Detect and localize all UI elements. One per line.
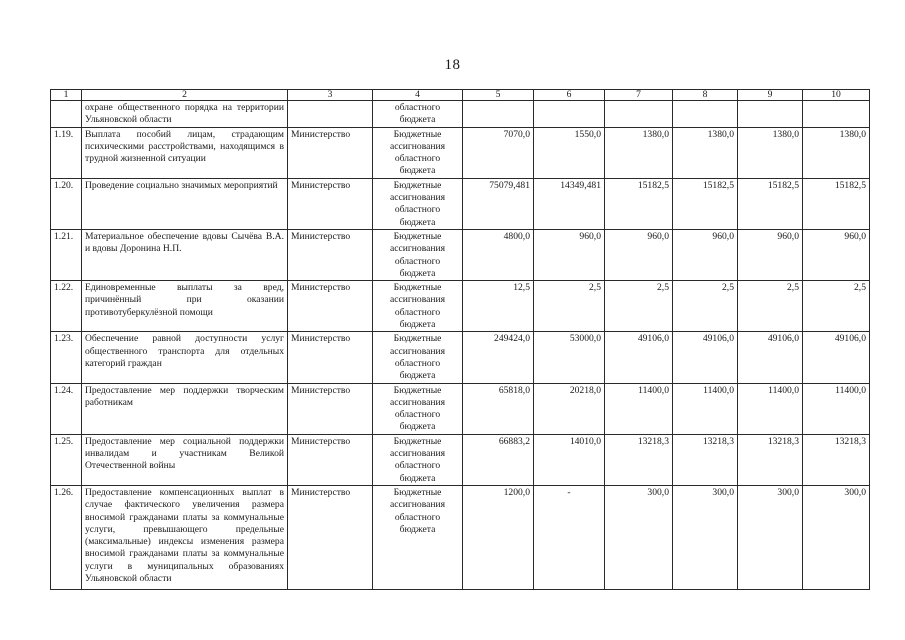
amount-cell: 1380,0 [673,127,738,178]
amount-cell: 2,5 [803,281,870,332]
amount-cell: 53000,0 [534,332,605,383]
amount-cell: 15182,5 [673,178,738,229]
executor-cell: Министерство [288,281,373,332]
executor-cell: Министерство [288,127,373,178]
measure-description: Выплата пособий лицам, страдающим психическими расстройствами, находящимся в трудной жизненной ситуации [82,127,288,178]
amount-cell: 15182,5 [738,178,803,229]
row-number: 1.20. [51,178,82,229]
column-number: 5 [463,90,534,101]
amount-cell: 13218,3 [673,434,738,485]
funding-source-cell: Бюджетные ассигнования областного бюджета [373,332,463,383]
column-number-row [51,90,870,101]
amount-cell: 249424,0 [463,332,534,383]
row-number: 1.22. [51,281,82,332]
amount-cell: 66883,2 [463,434,534,485]
table-row [51,101,870,128]
amount-cell: 14010,0 [534,434,605,485]
table-row [51,178,870,229]
table-row [51,229,870,280]
amount-cell: 300,0 [738,485,803,589]
column-number: 2 [82,90,288,101]
amount-cell: 13218,3 [803,434,870,485]
funding-source-cell: Бюджетные ассигнования областного бюджета [373,383,463,434]
row-number: 1.21. [51,229,82,280]
amount-cell: 11400,0 [738,383,803,434]
column-number: 7 [605,90,673,101]
funding-source-cell: областного бюджета [373,101,463,128]
amount-cell: 15182,5 [605,178,673,229]
row-number: 1.19. [51,127,82,178]
measure-description: Единовременные выплаты за вред, причинённый при оказании противотуберкулёзной помощи [82,281,288,332]
executor-cell: Министерство [288,485,373,589]
table-row [51,434,870,485]
amount-cell [463,101,534,128]
executor-cell [288,101,373,128]
amount-cell: 49106,0 [605,332,673,383]
executor-cell: Министерство [288,383,373,434]
funding-source-cell: Бюджетные ассигнования областного бюджета [373,485,463,589]
measure-description: Предоставление мер социальной поддержки инвалидам и участникам Великой Отечественной войны [82,434,288,485]
amount-cell: 75079,481 [463,178,534,229]
amount-cell: 2,5 [673,281,738,332]
measure-description: Проведение социально значимых мероприятий [82,178,288,229]
amount-cell: 300,0 [673,485,738,589]
table-row [51,281,870,332]
page-number: 18 [444,57,461,73]
amount-cell [803,101,870,128]
amount-cell: 960,0 [605,229,673,280]
column-number: 3 [288,90,373,101]
column-number: 8 [673,90,738,101]
executor-cell: Министерство [288,332,373,383]
column-number: 10 [803,90,870,101]
table-row [51,332,870,383]
amount-cell: 2,5 [534,281,605,332]
amount-cell: 960,0 [534,229,605,280]
funding-source-cell: Бюджетные ассигнования областного бюджета [373,229,463,280]
amount-cell: 300,0 [803,485,870,589]
amount-cell: 960,0 [803,229,870,280]
funding-source-cell: Бюджетные ассигнования областного бюджета [373,178,463,229]
amount-cell: 300,0 [605,485,673,589]
funding-source-cell: Бюджетные ассигнования областного бюджета [373,127,463,178]
measure-description: Предоставление мер поддержки творческим работникам [82,383,288,434]
funding-source-cell: Бюджетные ассигнования областного бюджета [373,434,463,485]
amount-cell: 960,0 [673,229,738,280]
amount-cell [738,101,803,128]
amount-cell [673,101,738,128]
amount-cell: 1380,0 [803,127,870,178]
amount-cell: 2,5 [738,281,803,332]
executor-cell: Министерство [288,178,373,229]
program-table [50,89,870,590]
amount-cell: 13218,3 [738,434,803,485]
amount-cell: 11400,0 [605,383,673,434]
amount-cell: 11400,0 [803,383,870,434]
column-number: 4 [373,90,463,101]
amount-cell: 2,5 [605,281,673,332]
amount-cell: 14349,481 [534,178,605,229]
amount-cell: 960,0 [738,229,803,280]
row-number: 1.23. [51,332,82,383]
table-row [51,383,870,434]
amount-cell: 1380,0 [605,127,673,178]
row-number [51,101,82,128]
amount-cell: 49106,0 [738,332,803,383]
measure-description: Материальное обеспечение вдовы Сычёва В.А. и вдовы Доронина Н.П. [82,229,288,280]
amount-cell: 12,5 [463,281,534,332]
amount-cell: 11400,0 [673,383,738,434]
measure-description: Предоставление компенсационных выплат в случае фактического увеличения размера вносимой гражданами платы за коммунальные услуги, превышающего предельные (максимальные) индексы изменения размера вносимой гражданами платы за коммунальные услуги в муниципальных образованиях Ульяновской области [82,485,288,589]
row-number: 1.26. [51,485,82,589]
column-number: 1 [51,90,82,101]
amount-cell [605,101,673,128]
amount-cell: 4800,0 [463,229,534,280]
amount-cell: - [534,485,605,589]
column-number: 6 [534,90,605,101]
measure-description: охране общественного порядка на территории Ульяновской области [82,101,288,128]
column-number: 9 [738,90,803,101]
amount-cell: 49106,0 [803,332,870,383]
executor-cell: Министерство [288,434,373,485]
amount-cell: 15182,5 [803,178,870,229]
executor-cell: Министерство [288,229,373,280]
amount-cell: 49106,0 [673,332,738,383]
amount-cell [534,101,605,128]
amount-cell: 65818,0 [463,383,534,434]
table-row [51,127,870,178]
row-number: 1.25. [51,434,82,485]
table-body [51,90,870,590]
amount-cell: 1550,0 [534,127,605,178]
amount-cell: 13218,3 [605,434,673,485]
row-number: 1.24. [51,383,82,434]
amount-cell: 20218,0 [534,383,605,434]
funding-source-cell: Бюджетные ассигнования областного бюджета [373,281,463,332]
amount-cell: 1380,0 [738,127,803,178]
table-row [51,485,870,589]
amount-cell: 1200,0 [463,485,534,589]
amount-cell: 7070,0 [463,127,534,178]
measure-description: Обеспечение равной доступности услуг общественного транспорта для отдельных категорий граждан [82,332,288,383]
